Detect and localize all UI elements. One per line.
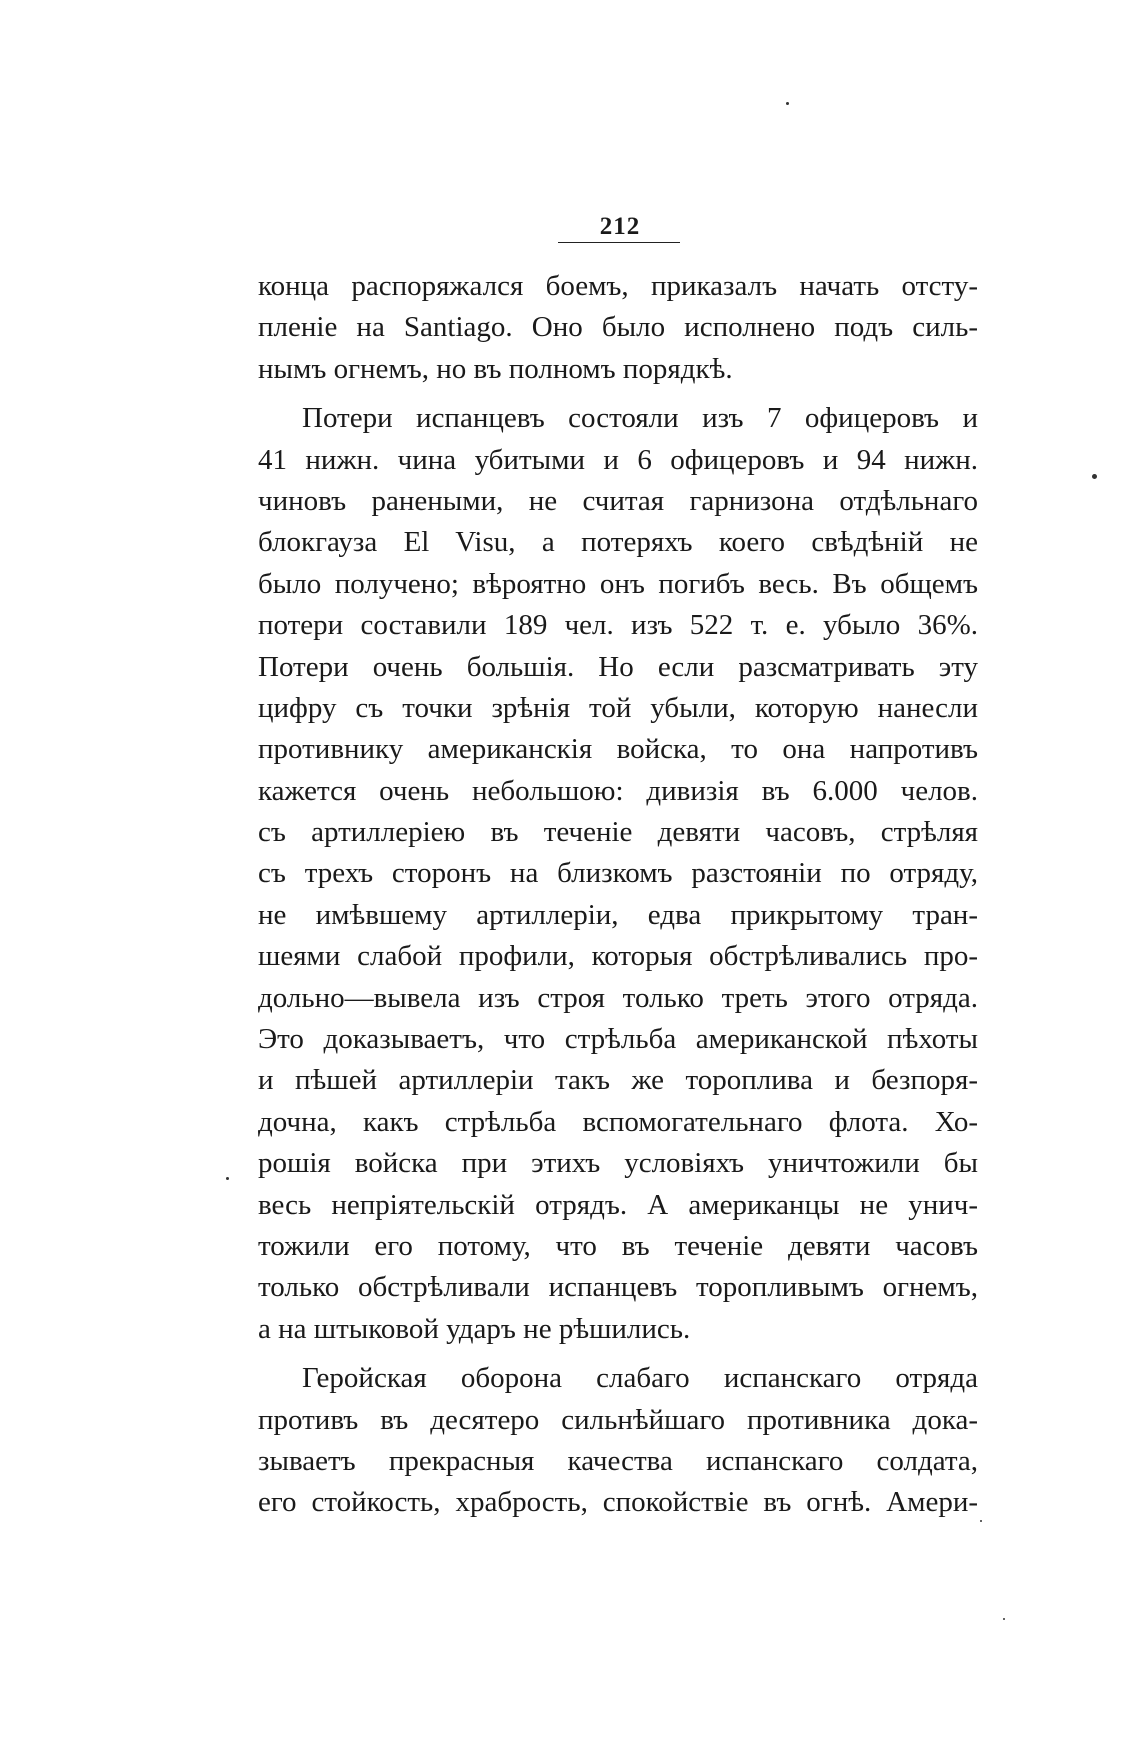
- text-line: зываетъ прекрасныя качества испанскаго солдата,: [258, 1444, 978, 1477]
- scan-speck: [786, 102, 789, 105]
- text-line: чиновъ ранеными, не считая гарнизона отдѣльнаго: [258, 484, 978, 517]
- text-line: его стойкость, храбрость, спокойствіе въ огнѣ. Амери-: [258, 1486, 978, 1519]
- text-line: съ артиллеріею въ теченіе девяти часовъ, стрѣляя: [258, 816, 978, 849]
- text-line: и пѣшей артиллеріи такъ же тороплива и безпоря-: [258, 1064, 978, 1097]
- scan-speck: [1003, 1618, 1005, 1620]
- page-number: 212: [599, 213, 641, 240]
- text-line: блокгауза El Visu, а потеряхъ коего свѣдѣній не: [258, 526, 978, 559]
- text-line: съ трехъ сторонъ на близкомъ разстояніи по отряду,: [258, 857, 978, 890]
- page-number-rule: [558, 242, 680, 243]
- text-line: только обстрѣливали испанцевъ торопливымъ огнемъ,: [258, 1271, 978, 1304]
- text-line: 41 нижн. чина убитыми и 6 офицеровъ и 94 нижн.: [258, 443, 978, 476]
- scan-speck: [226, 1177, 229, 1180]
- text-line: дочна, какъ стрѣльба вспомогательнаго флота. Хо-: [258, 1105, 978, 1138]
- text-line: противнику американскія войска, то она напротивъ: [258, 733, 978, 766]
- text-line: конца распоряжался боемъ, приказалъ начать отсту-: [258, 270, 978, 302]
- text-line: тожили его потому, что въ теченіе девяти часовъ: [258, 1229, 978, 1262]
- text-line: а на штыковой ударъ не рѣшились.: [258, 1312, 691, 1345]
- text-line: Это доказываетъ, что стрѣльба американской пѣхоты: [258, 1023, 978, 1056]
- paragraph-1: [258, 266, 978, 390]
- text-line: не имѣвшему артиллеріи, едва прикрытому тран-: [258, 898, 978, 931]
- text-line: рошія войска при этихъ условіяхъ уничтожили бы: [258, 1147, 978, 1180]
- text-line: нымъ огнемъ, но въ полномъ порядкѣ.: [258, 352, 733, 385]
- text-line: Потери испанцевъ состояли изъ 7 офицеровъ и: [302, 402, 978, 435]
- body-text: [258, 266, 978, 1524]
- text-line: потери составили 189 чел. изъ 522 т. е. убыло 36%.: [258, 609, 978, 642]
- text-line: Геройская оборона слабаго испанскаго отряда: [302, 1362, 978, 1395]
- text-line: Потери очень большія. Но если разсматривать эту: [258, 650, 978, 683]
- text-line: пленіе на Santiago. Оно было исполнено подъ силь-: [258, 311, 978, 344]
- text-line: кажется очень небольшою: дивизія въ 6.000 челов.: [258, 774, 978, 807]
- text-line: цифру съ точки зрѣнія той убыли, которую нанесли: [258, 691, 978, 724]
- paragraph-2: [258, 398, 978, 1350]
- paragraph-3: [258, 1358, 978, 1524]
- text-line: было получено; вѣроятно онъ погибъ весь. Въ общемъ: [258, 567, 978, 600]
- scan-speck: [1092, 474, 1097, 479]
- text-line: противъ въ десятеро сильнѣйшаго противника дока-: [258, 1403, 978, 1436]
- text-line: шеями слабой профили, которыя обстрѣливались про-: [258, 940, 978, 973]
- scan-speck: [980, 1520, 982, 1522]
- text-line: весь непріятельскій отрядъ. А американцы не унич-: [258, 1188, 978, 1221]
- text-line: дольно—вывела изъ строя только треть этого отряда.: [258, 981, 978, 1014]
